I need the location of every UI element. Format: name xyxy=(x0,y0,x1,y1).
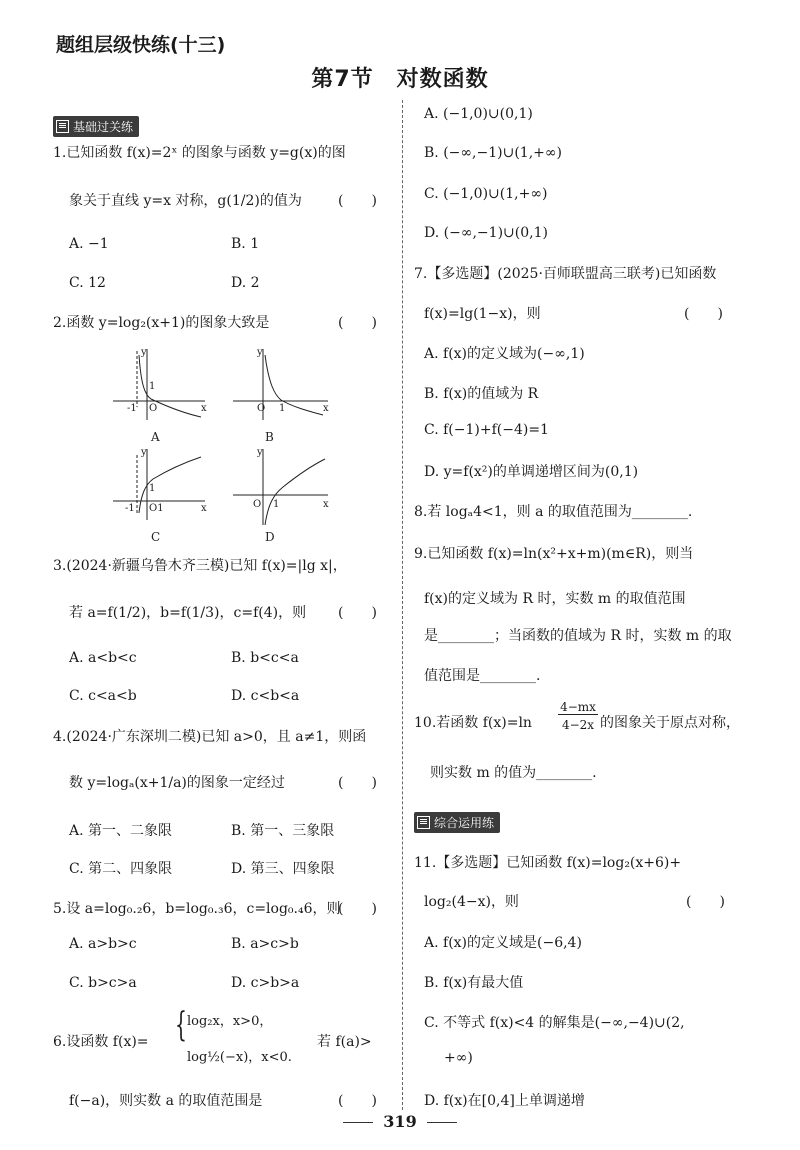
graph-d-label-y: y xyxy=(257,447,263,458)
q11-option-b: B. f(x)有最大值 xyxy=(424,975,524,991)
graph-c-label-x: x xyxy=(201,503,207,514)
q5-line1: 5.设 a=log₀.₂6，b=log₀.₃6，c=log₀.₄6，则 xyxy=(53,901,341,917)
q4-option-d: D. 第三、四象限 xyxy=(231,861,335,877)
q5-option-b: B. a>c>b xyxy=(231,936,299,952)
q9-line1: 9.已知函数 f(x)=ln(x²+x+m)(m∈R)，则当 xyxy=(414,546,694,562)
q6-option-c: C. (−1,0)∪(1,+∞) xyxy=(424,186,548,202)
q3-answer-paren: ( ) xyxy=(338,605,377,621)
graph-d-label-1: 1 xyxy=(273,499,280,510)
q3-option-b: B. b<c<a xyxy=(231,650,299,666)
q3-option-d: D. c<b<a xyxy=(231,688,300,704)
book-icon xyxy=(417,816,430,829)
q6-brace: { xyxy=(175,1005,187,1045)
q11-answer-paren: ( ) xyxy=(686,894,725,910)
q11-option-c-cont: +∞) xyxy=(444,1050,473,1066)
graph-b-label-y: y xyxy=(257,347,263,358)
graph-a-label-o: O xyxy=(149,403,158,414)
q3-line2: 若 a=f(1/2)，b=f(1/3)，c=f(4)，则 xyxy=(69,605,307,621)
q3-line1: 3.(2024·新疆乌鲁木齐三模)已知 f(x)=|lg x|， xyxy=(53,558,347,574)
q5-answer-paren: ( ) xyxy=(338,901,377,917)
page-footer xyxy=(0,1112,800,1131)
q11-option-c: C. 不等式 f(x)<4 的解集是(−∞,−4)∪(2, xyxy=(424,1015,685,1031)
graph-a-label-x: x xyxy=(201,403,207,414)
q11-option-a: A. f(x)的定义域是(−6,4) xyxy=(424,935,582,951)
q4-option-b: B. 第一、三象限 xyxy=(231,823,335,839)
graph-d-caption: D xyxy=(265,530,275,544)
graph-d-curve xyxy=(265,459,325,525)
q7-line2: f(x)=lg(1−x)，则 xyxy=(424,306,541,322)
header-label: 题组层级快练(十三) xyxy=(56,34,226,56)
q6-option-d: D. (−∞,−1)∪(0,1) xyxy=(424,225,548,241)
graph-a-label-neg1: -1 xyxy=(127,403,137,414)
q7-line1: 7.【多选题】(2025·百师联盟高三联考)已知函数 xyxy=(414,266,717,282)
q1-line1: 1.已知函数 f(x)=2ˣ 的图象与函数 y=g(x)的图 xyxy=(53,145,346,161)
graph-d-label-o: O xyxy=(253,499,262,510)
q3-option-a: A. a<b<c xyxy=(69,650,137,666)
q6-option-b: B. (−∞,−1)∪(1,+∞) xyxy=(424,145,562,161)
q11-line2: log₂(4−x)，则 xyxy=(424,894,519,910)
q1-option-b: B. 1 xyxy=(231,236,260,252)
graph-a-label-y: y xyxy=(141,347,147,358)
q4-line2: 数 y=logₐ(x+1/a)的图象一定经过 xyxy=(69,775,285,791)
section-badge-basic: 基础过关练 xyxy=(53,116,139,137)
q6-option-a: A. (−1,0)∪(0,1) xyxy=(424,106,533,122)
q7-option-d: D. y=f(x²)的单调递增区间为(0,1) xyxy=(424,464,639,480)
section-badge-compre: 综合运用练 xyxy=(414,812,500,833)
section-title: 第7节 对数函数 xyxy=(311,67,489,92)
q2-graphs xyxy=(113,345,333,545)
graph-c-label-1: 1 xyxy=(149,483,156,494)
graph-b-label-x: x xyxy=(323,403,329,414)
q4-option-c: C. 第二、四象限 xyxy=(69,861,173,877)
q10-fraction-den: 4−2x xyxy=(561,718,595,732)
q5-option-a: A. a>b>c xyxy=(69,936,137,952)
q10-line1-start: 10.若函数 f(x)=ln xyxy=(414,715,532,731)
q7-answer-paren: ( ) xyxy=(684,306,723,322)
page-number: 319 xyxy=(383,1112,417,1131)
q10-fraction-num: 4−mx xyxy=(558,700,598,715)
q9-line3: 是________；当函数的值域为 R 时，实数 m 的取 xyxy=(424,628,732,644)
q7-option-b: B. f(x)的值域为 R xyxy=(424,386,539,402)
graph-b-curve xyxy=(265,355,323,415)
q4-answer-paren: ( ) xyxy=(338,775,377,791)
q6-line1: 6.设函数 f(x)= xyxy=(53,1034,149,1050)
q2-line1: 2.函数 y=log₂(x+1)的图象大致是 xyxy=(53,315,270,331)
q4-option-a: A. 第一、二象限 xyxy=(69,823,173,839)
q10-line1-end: 的图象关于原点对称， xyxy=(600,715,740,731)
book-icon xyxy=(56,120,69,133)
graph-b-caption: B xyxy=(265,430,274,444)
graph-b-label-o: O xyxy=(257,403,266,414)
q1-option-c: C. 12 xyxy=(69,275,106,291)
q4-line1: 4.(2024·广东深圳二模)已知 a>0，且 a≠1，则函 xyxy=(53,729,367,745)
q8-line1: 8.若 logₐ4<1，则 a 的取值范围为________. xyxy=(414,504,693,520)
graph-c-label-y: y xyxy=(141,447,147,458)
q6-line2: f(−a)，则实数 a 的取值范围是 xyxy=(69,1093,263,1109)
q7-option-c: C. f(−1)+f(−4)=1 xyxy=(424,422,549,438)
graph-c-caption: C xyxy=(151,530,161,544)
q7-option-a: A. f(x)的定义域为(−∞,1) xyxy=(424,346,585,362)
graph-c-label-neg1: -1 xyxy=(125,503,135,514)
q6-line1-tail: 若 f(a)> xyxy=(317,1034,372,1050)
graph-c-label-o: O1 xyxy=(149,503,164,514)
q10-line2: 则实数 m 的值为________. xyxy=(430,765,597,781)
q11-line1: 11.【多选题】已知函数 f(x)=log₂(x+6)+ xyxy=(414,855,682,871)
q2-answer-paren: ( ) xyxy=(338,315,377,331)
graph-a-label-1: 1 xyxy=(149,381,156,392)
graph-a-caption: A xyxy=(151,430,160,444)
q1-option-a: A. −1 xyxy=(69,236,109,252)
q1-answer-paren: ( ) xyxy=(338,193,377,209)
column-divider xyxy=(402,100,403,1110)
q1-line2: 象关于直线 y=x 对称，g(1/2)的值为 xyxy=(69,193,302,209)
graph-b-label-1: 1 xyxy=(279,403,286,414)
q5-option-d: D. c>b>a xyxy=(231,975,300,991)
q3-option-c: C. c<a<b xyxy=(69,688,137,704)
q5-option-c: C. b>c>a xyxy=(69,975,137,991)
q6-case1: log₂x，x>0， xyxy=(187,1014,273,1029)
q6-case2: log½(−x)，x<0. xyxy=(187,1050,292,1065)
q9-line2: f(x)的定义域为 R 时，实数 m 的取值范围 xyxy=(424,591,686,607)
q6-answer-paren: ( ) xyxy=(338,1093,377,1109)
q9-line4: 值范围是________. xyxy=(424,668,541,684)
graph-d-label-x: x xyxy=(323,499,329,510)
q11-option-d: D. f(x)在[0,4]上单调递增 xyxy=(424,1093,585,1109)
q1-option-d: D. 2 xyxy=(231,275,260,291)
